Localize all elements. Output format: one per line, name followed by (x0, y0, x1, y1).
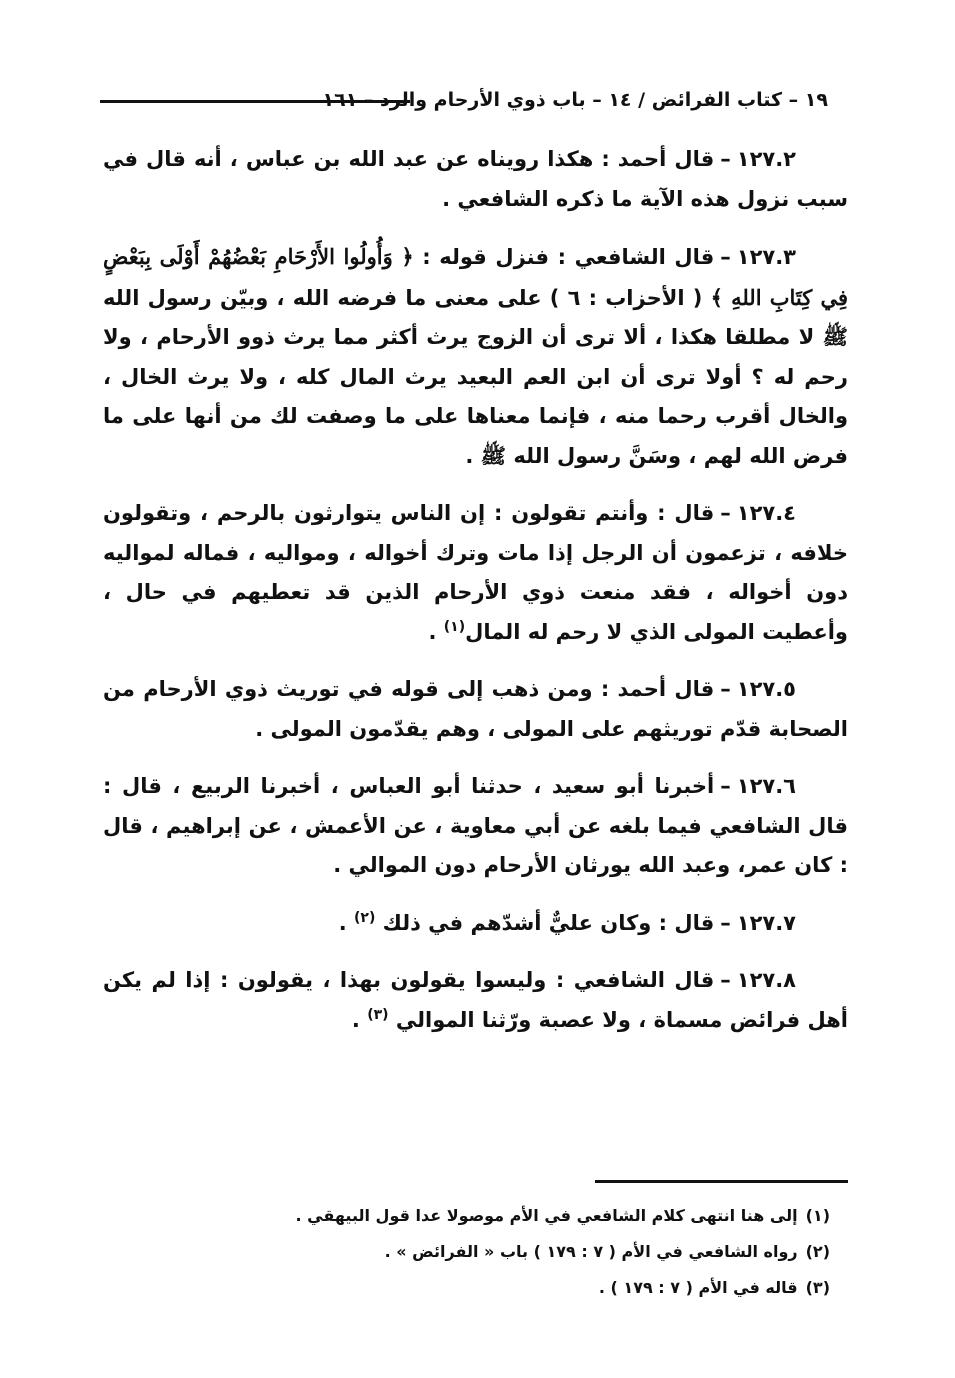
paragraph-127-2 (103, 140, 848, 219)
paragraph-number: ١٢٧.٦ (736, 774, 796, 798)
quran-verse: ﴿ وَأُولُوا الأَرْحَامِ بَعْضُهُمْ أَوْلَى بِبَعْضٍ فِي كِتَابِ اللهِ ﴾ (103, 244, 849, 310)
footnote-number: (١) (805, 1206, 830, 1225)
footnote-text: قاله في الأم ( ٧ : ١٧٩ ) . (598, 1278, 798, 1297)
paragraph-number: ١٢٧.٧ (736, 910, 796, 935)
paragraph-127-3 (103, 237, 848, 476)
paragraph-127-8 (103, 961, 848, 1040)
paragraph-text: أخبرنا أبو سعيد ، حدثنا أبو العباس ، أخبرنا الربيع ، قال : قال الشافعي فيما بلغه عن أبي معاوية ، عن الأعمش ، عن إبراهيم ، قال : كان عمر، وعبد الله يورثان الأرحام دون الموالي . (103, 774, 848, 877)
footnotes (100, 1198, 830, 1306)
paragraph-number: ١٢٧.٨ (736, 968, 796, 992)
paragraph-number: ١٢٧.٣ (736, 245, 796, 269)
header-title: ١٩ – كتاب الفرائض / ١٤ – باب ذوي الأرحام والرد – ١٦١ (322, 89, 828, 111)
footnote-number: (٣) (805, 1278, 830, 1297)
dash: – (720, 910, 731, 935)
footnote-ref-1[interactable]: (١) (443, 618, 466, 635)
paragraph-127-6 (103, 767, 848, 886)
dash: – (720, 147, 731, 171)
footnote-2 (100, 1234, 830, 1270)
paragraph-text: قال أحمد : هكذا رويناه عن عبد الله بن عباس ، أنه قال في سبب نزول هذه الآية ما ذكره الشافعي . (103, 147, 848, 211)
paragraph-number: ١٢٧.٥ (736, 677, 796, 701)
paragraph-text: قال الشافعي : فنزل قوله : (422, 245, 715, 269)
dash: – (720, 245, 731, 269)
footnote-ref-2[interactable]: (٢) (353, 909, 376, 926)
dash: – (720, 968, 731, 992)
paragraph-text: قال : وكان عليٌّ أشدّهم في ذلك (382, 910, 715, 935)
footnote-text: رواه الشافعي في الأم ( ٧ : ١٧٩ ) باب « الفرائض » . (384, 1242, 798, 1261)
paragraph-text: قال الشافعي : وليسوا يقولون بهذا ، يقولون : إذا لم يكن أهل فرائض مسماة ، ولا عصبة ورّثنا الموالي (103, 968, 848, 1032)
footnote-ref-3[interactable]: (٣) (367, 1006, 389, 1023)
paragraph-127-5 (103, 670, 848, 749)
main-text (103, 140, 848, 1058)
paragraph-end: . (351, 1007, 368, 1032)
footnote-text: إلى هنا انتهى كلام الشافعي في الأم موصولا عدا قول البيهقي . (295, 1206, 798, 1225)
paragraph-number: ١٢٧.٤ (736, 501, 796, 525)
paragraph-end: . (338, 910, 354, 935)
footnote-rule (595, 1180, 848, 1183)
paragraph-text-continued: ( الأحزاب : ٦ ) على معنى ما فرضه الله ، وبيّن رسول الله ﷺ لا مطلقا هكذا ، ألا ترى أن الزوج يرث أكثر مما يرث ذوو الأرحام ، ولا رحم له ؟ أولا ترى أن ابن العم البعيد يرث المال كله ، ولا يرث الخال ، والخال أقرب رحما منه ، فإنما معناها على ما وصفت لك من أنها على ما فرض الله لهم ، وسَنَّ رسول الله ﷺ . (103, 285, 848, 468)
header-rule (100, 100, 410, 103)
footnote-3 (100, 1270, 830, 1306)
paragraph-end: . (428, 619, 444, 644)
dash: – (720, 501, 731, 525)
paragraph-number: ١٢٧.٢ (736, 147, 796, 171)
paragraph-127-7 (103, 904, 848, 944)
footnote-number: (٢) (805, 1242, 830, 1261)
paragraph-127-4 (103, 494, 848, 652)
paragraph-text: قال أحمد : ومن ذهب إلى قوله في توريث ذوي الأرحام من الصحابة قدّم توريثهم على المولى ، وهم يقدّمون المولى . (103, 677, 848, 741)
running-header (100, 80, 848, 120)
footnote-1 (100, 1198, 830, 1234)
paragraph-text: قال : وأنتم تقولون : إن الناس يتوارثون بالرحم ، وتقولون خلافه ، تزعمون أن الرجل إذا مات وترك أخواله ، ومواليه ، فماله لمواليه دون أخواله ، فقد منعت ذوي الأرحام الذين قد تعطيهم في حال ، وأعطيت المولى الذي لا رحم له المال (103, 501, 848, 644)
dash: – (720, 677, 731, 701)
dash: – (720, 774, 731, 798)
